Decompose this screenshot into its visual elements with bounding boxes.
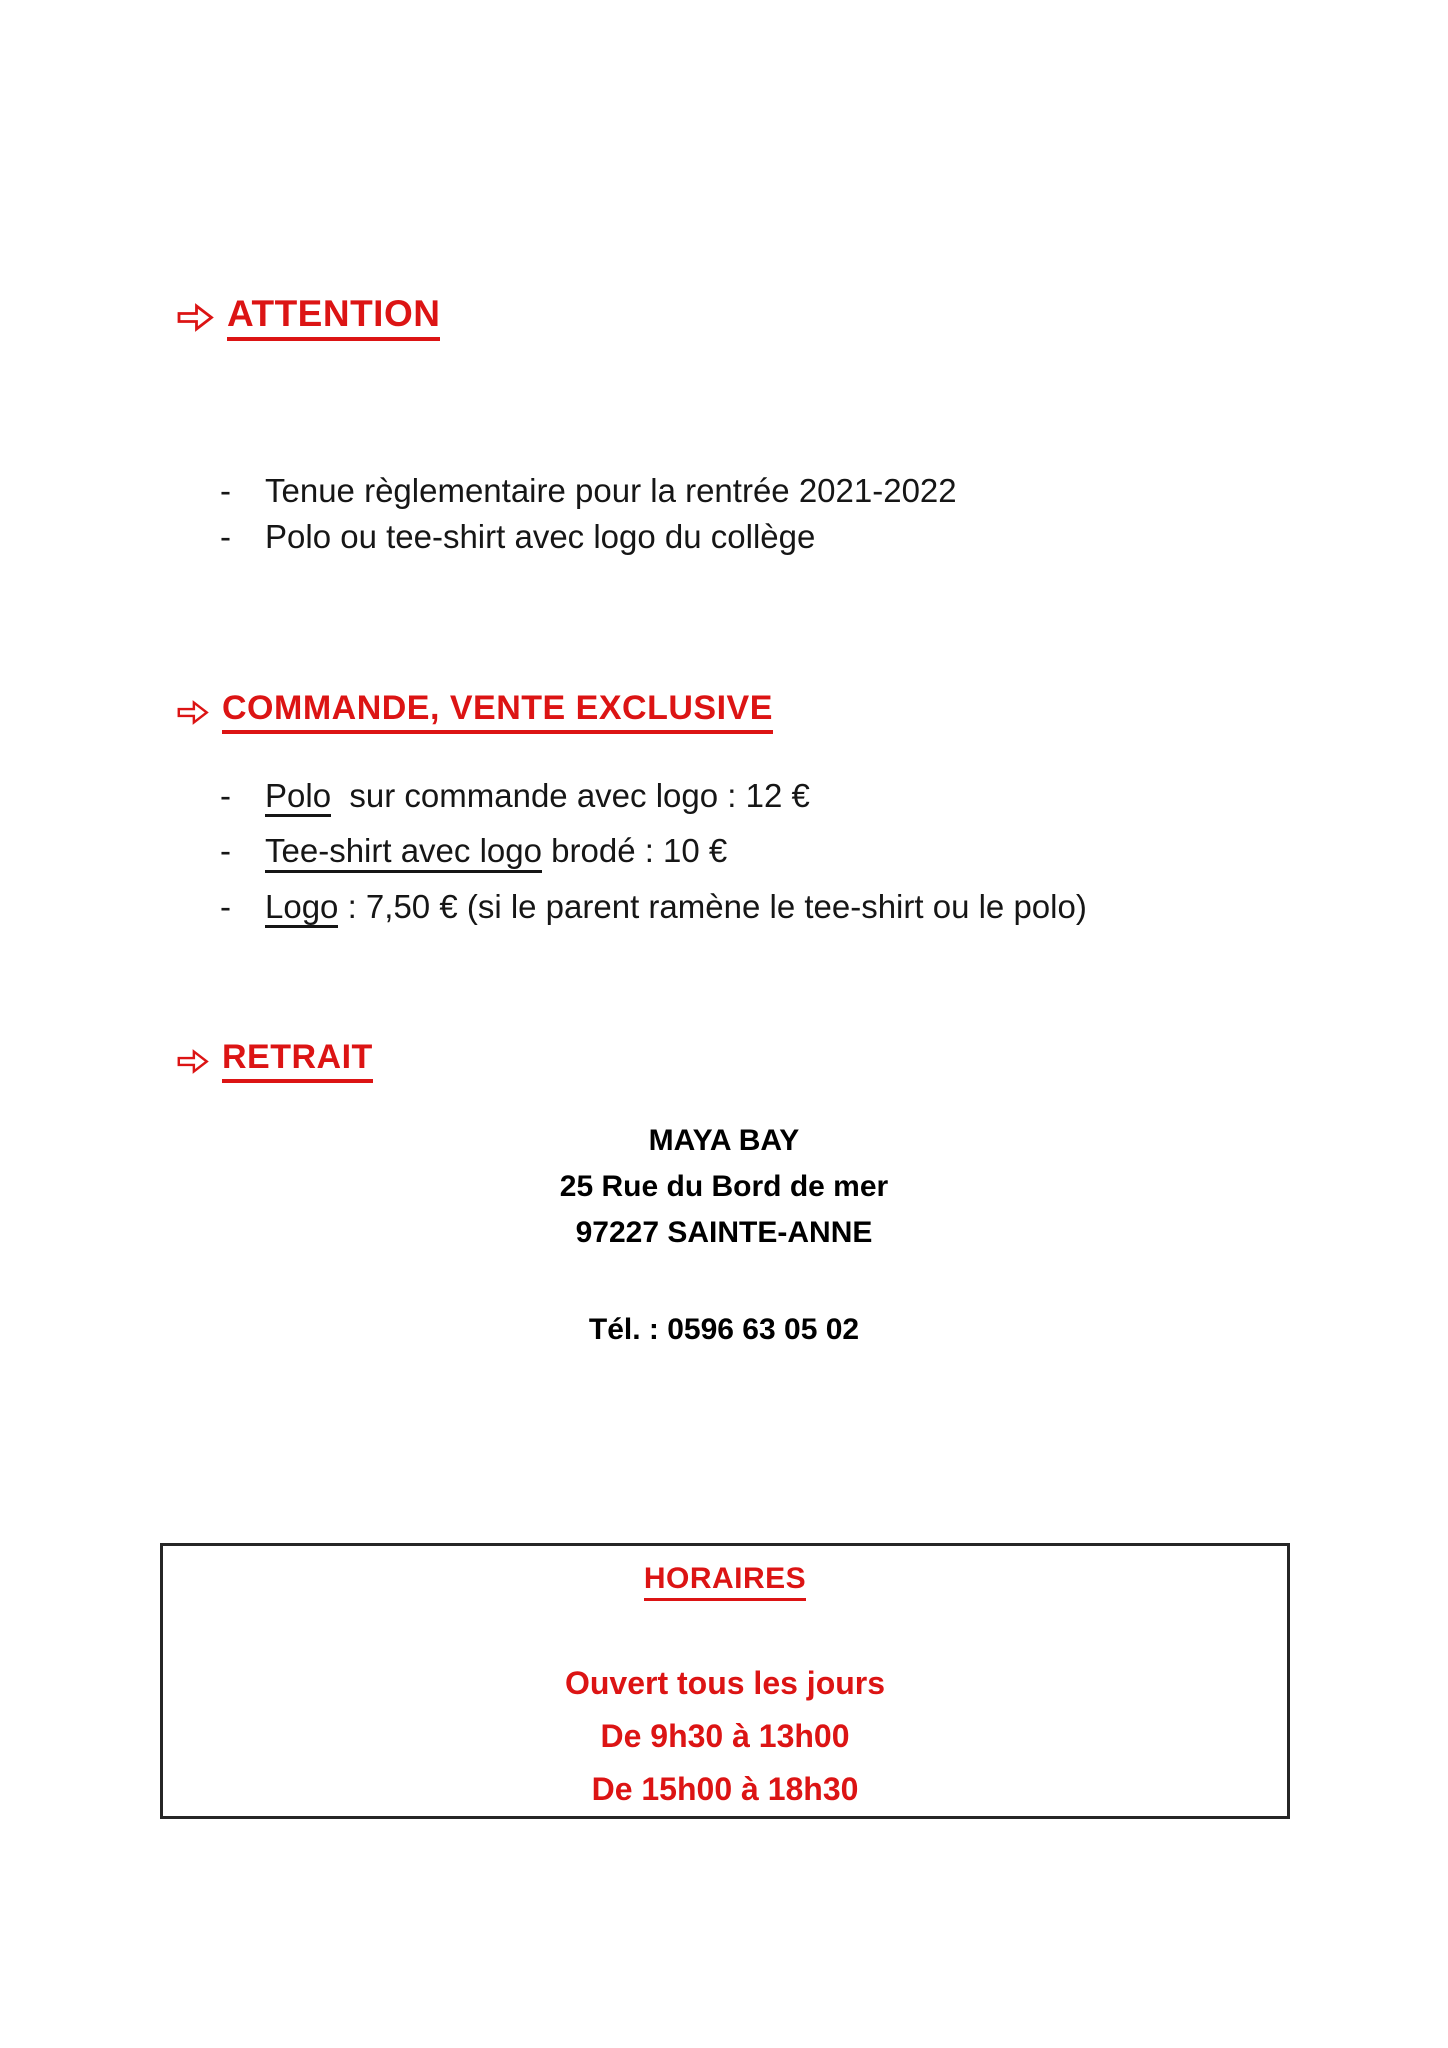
bullet-dash: - [220, 472, 231, 509]
attention-heading [177, 294, 440, 341]
phone-line: Tél. : 0596 63 05 02 [588, 1313, 860, 1346]
horaires-line: De 9h30 à 13h00 [600, 1718, 850, 1754]
list-item-text: Tenue règlementaire pour la rentrée 2021-2022 [265, 472, 957, 509]
address-line: MAYA BAY [648, 1124, 800, 1157]
list-item-text [265, 886, 1087, 928]
address-line: 97227 SAINTE-ANNE [575, 1216, 873, 1249]
commande-list [220, 775, 1087, 941]
horaires-box [160, 1543, 1290, 1819]
retrait-title: RETRAIT [222, 1039, 373, 1083]
item-rest-text: sur commande avec logo : 12 € [331, 777, 810, 814]
bullet-dash: - [220, 518, 231, 555]
commande-title: COMMANDE, VENTE EXCLUSIVE [222, 690, 773, 734]
list-item-text: Polo ou tee-shirt avec logo du collège [265, 518, 816, 555]
list-item [220, 775, 1087, 817]
address-block [0, 1118, 1448, 1256]
item-rest-text: brodé : 10 € [541, 832, 728, 870]
bullet-dash: - [220, 777, 231, 814]
arrow-right-icon [177, 299, 214, 341]
underlined-term: Logo [265, 889, 338, 928]
horaires-lines [163, 1657, 1287, 1816]
list-item [220, 514, 957, 560]
attention-title: ATTENTION [227, 294, 440, 341]
attention-list [220, 468, 957, 560]
list-item [220, 468, 957, 514]
list-item-text [265, 775, 810, 817]
underlined-term: Tee-shirt avec logo [265, 833, 542, 872]
list-item [220, 830, 1087, 872]
list-item-text [265, 830, 727, 872]
item-rest-text: : 7,50 € (si le parent ramène le tee-shirt ou le polo) [338, 887, 1087, 925]
list-item [220, 886, 1087, 928]
address-line: 25 Rue du Bord de mer [559, 1170, 889, 1203]
retrait-heading [177, 1039, 373, 1083]
bullet-dash: - [220, 832, 231, 870]
underlined-term: Polo [265, 778, 331, 817]
arrow-right-icon [177, 695, 209, 734]
commande-heading [177, 690, 773, 734]
horaires-line: Ouvert tous les jours [564, 1665, 886, 1701]
horaires-line: De 15h00 à 18h30 [591, 1771, 859, 1807]
arrow-right-icon [177, 1044, 209, 1083]
horaires-title-row [163, 1562, 1287, 1601]
bullet-dash: - [220, 887, 231, 925]
horaires-title: HORAIRES [644, 1562, 806, 1601]
